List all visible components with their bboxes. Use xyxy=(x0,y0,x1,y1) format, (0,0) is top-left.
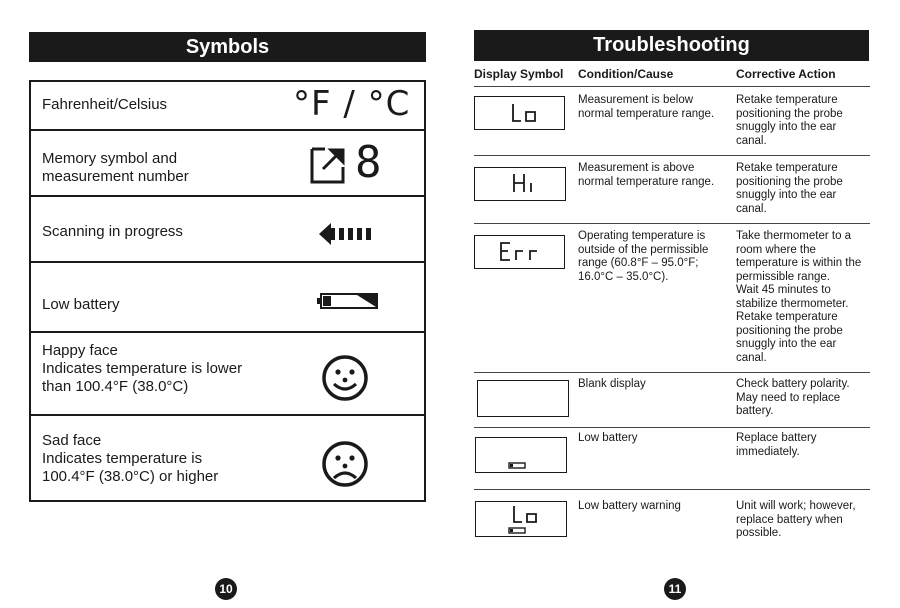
condition-line: Operating temperature is xyxy=(578,230,706,242)
lcd-lo-battery-icon xyxy=(476,502,566,536)
action-line: possible. xyxy=(736,527,782,539)
action-line: Retake temperature xyxy=(736,311,838,323)
condition-line: normal temperature range. xyxy=(578,175,715,188)
action-line: snuggly into the ear xyxy=(736,121,837,133)
memory-icon xyxy=(309,145,349,185)
condition-line: Low battery warning xyxy=(578,500,681,512)
symbol-description: Indicates temperature is xyxy=(42,450,203,467)
table-row xyxy=(474,432,870,490)
action-line: room where the xyxy=(736,243,816,256)
action-line: Take thermometer to a xyxy=(736,230,852,242)
action-cell xyxy=(736,162,870,216)
symbols-title-banner xyxy=(29,32,426,62)
symbol-description: Scanning in progress xyxy=(42,223,183,240)
lcd-display-hi xyxy=(474,167,566,201)
condition-line: Measurement is below xyxy=(578,94,694,106)
action-line: Unit will work; however, xyxy=(736,500,856,512)
action-line: snuggly into the ear xyxy=(736,189,837,201)
action-line: canal. xyxy=(736,134,767,147)
action-line: positioning the probe xyxy=(736,324,843,337)
condition-cell xyxy=(578,378,728,392)
condition-cell xyxy=(578,94,728,121)
lcd-err-icon xyxy=(475,236,564,268)
symbol-row-scanning xyxy=(31,197,424,263)
action-line: Replace battery xyxy=(736,432,817,444)
condition-line: outside of the permissible xyxy=(578,243,709,256)
symbol-row-memory xyxy=(31,131,424,197)
symbol-description: Low battery xyxy=(42,296,120,313)
lcd-display-err xyxy=(474,235,565,269)
sad-face-icon xyxy=(321,440,369,488)
action-line: Retake temperature xyxy=(736,162,838,174)
lcd-display-lo xyxy=(474,96,565,130)
table-row xyxy=(474,230,870,373)
action-line: Check battery polarity. xyxy=(736,378,850,390)
header-condition-cause: Condition/Cause xyxy=(578,67,674,81)
action-line: May need to replace xyxy=(736,391,841,404)
action-line: positioning the probe xyxy=(736,107,843,120)
condition-cell xyxy=(578,230,728,284)
lcd-battery-icon xyxy=(476,438,566,472)
lcd-display-low-battery xyxy=(475,437,567,473)
symbol-row-low-battery xyxy=(31,263,424,333)
low-battery-icon xyxy=(317,293,379,309)
fahrenheit-celsius-icon: °F / °C xyxy=(293,84,411,124)
action-cell xyxy=(736,230,870,365)
happy-face-icon xyxy=(321,354,369,402)
condition-line: Low battery xyxy=(578,432,638,444)
measurement-number: 8 xyxy=(355,137,382,188)
action-cell xyxy=(736,378,870,419)
symbol-description: than 100.4°F (38.0°C) xyxy=(42,378,189,395)
action-cell xyxy=(736,432,870,459)
condition-cell xyxy=(578,500,728,514)
condition-cell xyxy=(578,432,728,446)
action-line: snuggly into the ear xyxy=(736,338,837,350)
symbol-description: Memory symbol and xyxy=(42,150,178,167)
symbols-table xyxy=(29,80,426,502)
action-line: positioning the probe xyxy=(736,175,843,188)
page-number-11: 11 xyxy=(664,578,686,600)
condition-cell xyxy=(578,162,728,189)
condition-line: Blank display xyxy=(578,378,646,390)
action-line: temperature is within the xyxy=(736,257,862,269)
action-line: permissible range. xyxy=(736,270,830,283)
symbol-description: Happy face xyxy=(42,342,118,359)
action-line: immediately. xyxy=(736,445,800,458)
symbol-row-sad-face xyxy=(31,416,424,502)
header-divider xyxy=(474,86,870,87)
action-line: stabilize thermometer. xyxy=(736,297,849,310)
action-cell xyxy=(736,94,870,148)
lcd-display-lo-battery xyxy=(475,501,567,537)
table-row xyxy=(474,162,870,224)
action-cell xyxy=(736,500,870,541)
symbol-row-fahrenheit-celsius xyxy=(31,82,424,131)
action-line: battery. xyxy=(736,405,774,417)
condition-line: 16.0°C – 35.0°C). xyxy=(578,270,669,283)
action-line: Retake temperature xyxy=(736,94,838,106)
symbols-title: Symbols xyxy=(185,36,270,58)
table-row xyxy=(474,378,870,428)
symbol-description: Indicates temperature is lower xyxy=(42,360,243,377)
lcd-display-blank xyxy=(477,380,569,417)
header-corrective-action: Corrective Action xyxy=(736,67,836,81)
lcd-hi-icon xyxy=(475,168,565,200)
troubleshooting-title-banner xyxy=(474,30,869,61)
action-line: Wait 45 minutes to xyxy=(736,284,831,296)
condition-line: normal temperature range. xyxy=(578,107,715,120)
table-row xyxy=(474,500,870,548)
action-line: replace battery when xyxy=(736,513,843,526)
scanning-arrow-icon xyxy=(319,221,377,247)
page-number-10: 10 xyxy=(215,578,237,600)
table-row xyxy=(474,94,870,156)
condition-line: Measurement is above xyxy=(578,162,695,174)
lcd-lo-icon xyxy=(475,97,564,129)
symbol-row-happy-face xyxy=(31,333,424,416)
troubleshooting-title: Troubleshooting xyxy=(593,34,750,56)
symbol-description: Sad face xyxy=(42,432,102,449)
action-line: canal. xyxy=(736,351,767,364)
action-line: canal. xyxy=(736,202,767,215)
symbol-description: measurement number xyxy=(42,168,189,185)
symbol-description: 100.4°F (38.0°C) or higher xyxy=(42,468,219,485)
condition-line: range (60.8°F – 95.0°F; xyxy=(578,257,699,269)
header-display-symbol: Display Symbol xyxy=(474,67,564,81)
symbol-description: Fahrenheit/Celsius xyxy=(42,96,168,113)
